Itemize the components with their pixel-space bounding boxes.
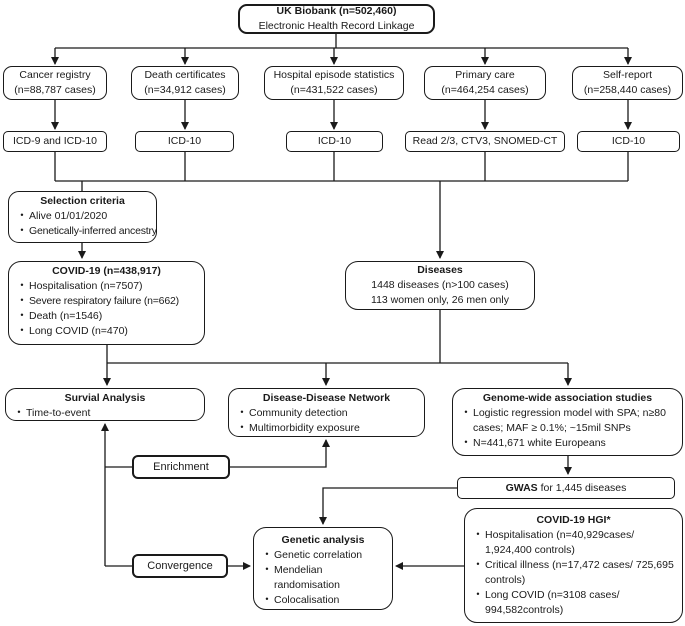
node-diseases [345,261,535,310]
bullet-icon [260,593,274,608]
node-coding-read-ctv3-snomed [405,131,565,152]
node-hospital-episode-statistics [264,66,404,100]
node-gwas-result [457,477,675,499]
uk-biobank-title: UK Biobank (n=502,460) [276,5,397,17]
connector-result-genetic [323,488,457,524]
source-title: Self-report [602,69,653,81]
node-gwas [452,388,683,456]
covid19-bullet: • Severe respiratory failure (n=662) [15,294,198,309]
source-count: (n=34,912 cases) [144,84,226,96]
genetic-bullet: • Mendelian randomisation [260,563,386,593]
covid-hgi-bullet: • Critical illness (n=17,472 cases/ 725,695 controls) [471,558,676,588]
covid19-bullet: • Long COVID (n=470) [15,324,198,339]
covid-hgi-title: COVID-19 HGI* [536,514,611,526]
bullet-icon [15,294,29,309]
coding-label: Read 2/3, CTV3, SNOMED-CT [412,135,558,147]
node-disease-network [228,388,425,437]
gwas-bullet: • N=441,671 white Europeans [459,436,676,451]
genetic-title: Genetic analysis [281,534,365,546]
source-count: (n=88,787 cases) [14,84,96,96]
bullet-icon [235,421,249,436]
selection-title: Selection criteria [40,195,125,207]
source-count: (n=258,440 cases) [583,84,672,96]
selection-bullet: • Alive 01/01/2020 [15,209,150,224]
node-covid-hgi [464,508,683,623]
network-bullet: • Community detection [235,406,418,421]
covid-hgi-bullet: • Hospitalisation (n=40,929cases/ 1,924,400 controls) [471,528,676,558]
node-primary-care [424,66,546,100]
coding-label: ICD-9 and ICD-10 [12,135,98,147]
survival-bullet: • Time-to-event [12,406,198,421]
bullet-icon [15,209,29,224]
enrichment-label: Enrichment [153,460,209,473]
bullet-icon [235,406,249,421]
bullet-icon [15,309,29,324]
source-count: (n=431,522 cases) [290,84,378,96]
genetic-bullet: • Genetic correlation [260,548,386,563]
bullet-icon [12,406,26,421]
covid19-bullet: • Death (n=1546) [15,309,198,324]
node-self-report [572,66,683,100]
source-title: Primary care [455,69,515,81]
diseases-line: 113 women only, 26 men only [371,294,509,306]
bullet-icon [459,436,473,451]
node-convergence [132,554,228,578]
node-cancer-registry [3,66,107,100]
node-selection-criteria [8,191,157,243]
source-title: Hospital episode statistics [273,69,395,81]
bullet-icon [15,279,29,294]
connector-enrichment-network [230,440,326,467]
bullet-icon [260,563,274,578]
diseases-title: Diseases [417,264,463,276]
node-enrichment [132,455,230,479]
survival-title: Survial Analysis [64,392,146,404]
node-uk-biobank [238,4,435,34]
gwas-result-label: GWAS for 1,445 diseases [505,481,627,494]
covid-hgi-bullet: • Long COVID (n=3108 cases/ 994,582controls) [471,588,676,618]
source-title: Death certificates [144,69,226,81]
network-bullet: • Multimorbidity exposure [235,421,418,436]
source-count: (n=464,254 cases) [441,84,529,96]
node-coding-icd10-self [577,131,680,152]
bullet-icon [471,528,485,543]
bullet-icon [459,406,473,421]
covid19-bullet: • Hospitalisation (n=7507) [15,279,198,294]
coding-label: ICD-10 [317,135,352,147]
source-title: Cancer registry [19,69,91,81]
coding-label: ICD-10 [611,135,646,147]
gwas-title: Genome-wide association studies [482,392,653,404]
gwas-bullet: • Logistic regression model with SPA; n≥80 cases; MAF ≥ 0.1%; ~15mil SNPs [459,406,676,436]
uk-biobank-subtitle: Electronic Health Record Linkage [258,20,415,32]
network-title: Disease-Disease Network [262,392,391,404]
covid19-title: COVID-19 (n=438,917) [52,265,161,277]
node-covid19 [8,261,205,345]
node-coding-icd10-death [135,131,234,152]
coding-label: ICD-10 [167,135,202,147]
node-coding-icd9-icd10 [3,131,107,152]
node-genetic-analysis [253,527,393,610]
diseases-line: 1448 diseases (n>100 cases) [371,279,509,291]
genetic-bullet: • Colocalisation [260,593,386,608]
bullet-icon [260,548,274,563]
node-coding-icd10-hes [286,131,383,152]
bullet-icon [15,324,29,339]
bullet-icon [15,224,29,239]
bullet-icon [471,558,485,573]
convergence-label: Convergence [147,559,213,572]
bullet-icon [471,588,485,603]
selection-bullet: • Genetically-inferred ancestry [15,224,150,239]
node-death-certificates [131,66,239,100]
node-survival-analysis [5,388,205,421]
